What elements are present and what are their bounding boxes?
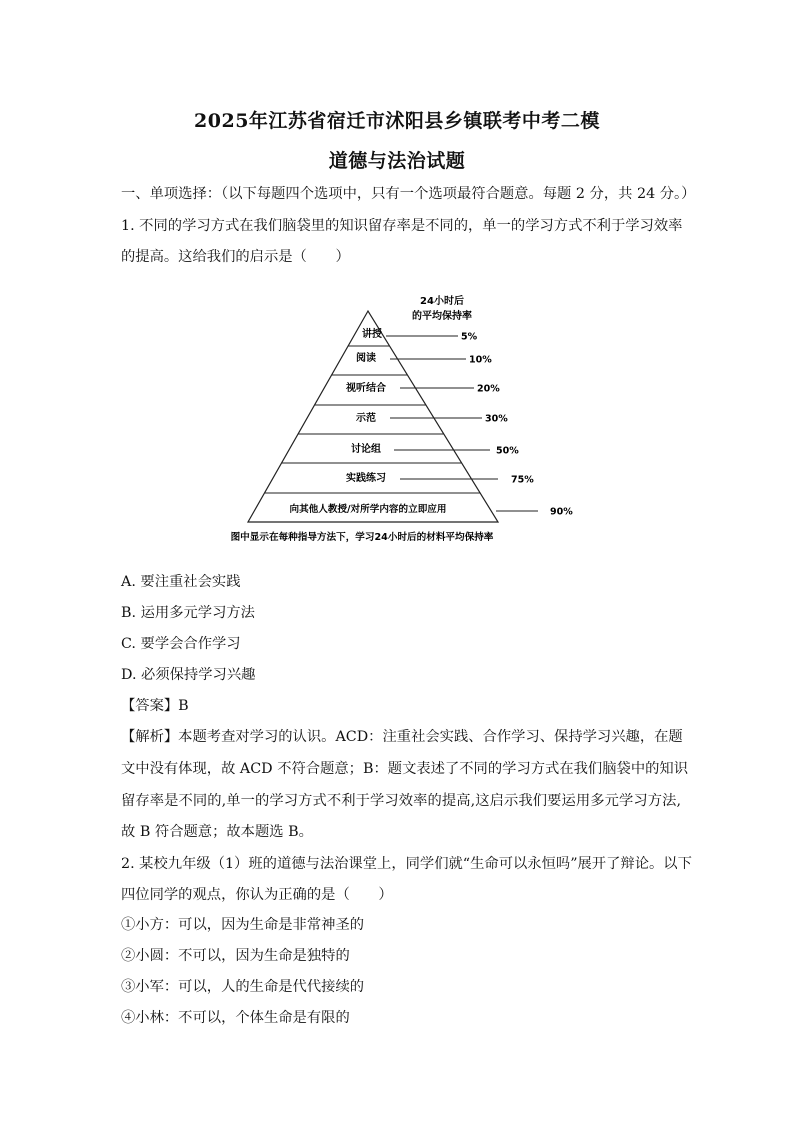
- pyramid-level-value: 75%: [511, 474, 534, 486]
- q1-option-d: D. 必须保持学习兴趣: [121, 667, 256, 683]
- section-heading: 一、单项选择：（以下每题四个选项中，只有一个选项最符合题意。每题 2 分，共 24 分。）: [121, 186, 696, 202]
- pyramid-level-value: 10%: [469, 354, 492, 366]
- q2-view-2: ②小圆：不可以，因为生命是独特的: [121, 948, 350, 964]
- pyramid-level-label: 视听结合: [346, 383, 386, 394]
- pyramid-level-label: 讲授: [362, 329, 382, 340]
- q2-view-3: ③小军：可以，人的生命是代代接续的: [121, 979, 365, 995]
- q1-option-c: C. 要学会合作学习: [121, 636, 241, 652]
- q2-stem-line1: 2. 某校九年级（1）班的道德与法治课堂上，同学们就“生命可以永恒吗”展开了辩论。以下: [121, 856, 692, 872]
- q1-analysis-line3: 留存率是不同的,单一的学习方式不利于学习效率的提高,这启示我们要运用多元学习方法,: [121, 793, 681, 809]
- pyramid-level-value: 50%: [496, 445, 519, 457]
- q2-stem-line2: 四位同学的观点，你认为正确的是（ ）: [121, 887, 393, 903]
- pyramid-levels: [264, 327, 573, 518]
- q1-analysis-line2: 文中没有体现，故 ACD 不符合题意；B：题文表述了不同的学习方式在我们脑袋中的知识: [121, 761, 689, 777]
- q1-option-a: A. 要注重社会实践: [121, 574, 241, 590]
- q2-view-1: ①小方：可以，因为生命是非常神圣的: [121, 917, 365, 933]
- pyramid-level-value: 90%: [550, 506, 573, 518]
- pyramid-level-label: 讨论组: [351, 444, 381, 455]
- q1-analysis-line4: 故 B 符合题意；故本题选 B。: [121, 824, 313, 840]
- q1-answer: 【答案】B: [121, 698, 189, 714]
- exam-subtitle: 道德与法治试题: [328, 150, 466, 172]
- exam-title: 2025年江苏省宿迁市沭阳县乡镇联考中考二模: [194, 110, 600, 132]
- q1-analysis-line1: 【解析】本题考查对学习的认识。ACD：注重社会实践、合作学习、保持学习兴趣，在题: [121, 729, 683, 745]
- retention-pyramid-figure: [228, 290, 588, 550]
- pyramid-level-label: 实践练习: [346, 473, 386, 484]
- figure-title-line2: 的平均保持率: [412, 311, 472, 322]
- pyramid-level-value: 5%: [461, 331, 478, 343]
- pyramid-level-label: 阅读: [356, 353, 376, 364]
- figure-caption: 图中显示在每种指导方法下，学习24小时后的材料平均保持率: [230, 532, 494, 543]
- q1-stem-line2: 的提高。这给我们的启示是（ ）: [121, 249, 350, 265]
- pyramid-level-label: 向其他人教授/对所学内容的立即应用: [289, 504, 447, 515]
- pyramid-level-value: 30%: [485, 413, 508, 425]
- q2-view-4: ④小林：不可以，个体生命是有限的: [121, 1010, 350, 1026]
- figure-title-line1: 24小时后: [420, 296, 464, 307]
- pyramid-level-label: 示范: [356, 413, 376, 424]
- pyramid-level-value: 20%: [477, 383, 500, 395]
- q1-option-b: B. 运用多元学习方法: [121, 605, 255, 621]
- q1-stem-line1: 1. 不同的学习方式在我们脑袋里的知识留存率是不同的，单一的学习方式不利于学习效率: [121, 218, 683, 234]
